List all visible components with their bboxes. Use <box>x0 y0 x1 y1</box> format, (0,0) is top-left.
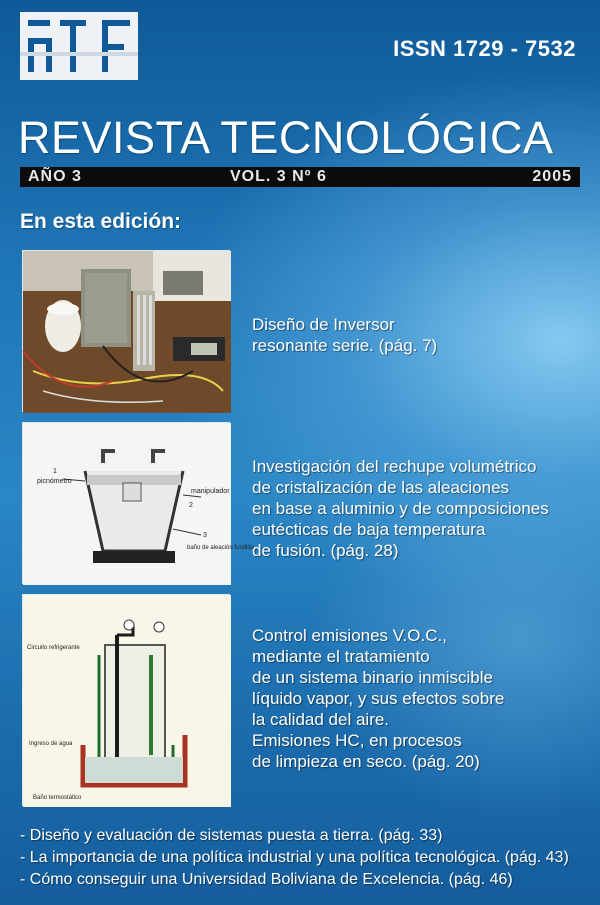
inverter-photo <box>22 250 230 412</box>
article-line: resonante serie. (pág. 7) <box>252 336 438 355</box>
article-line: mediante el tratamiento <box>252 647 430 666</box>
publication-year: 2005 <box>532 168 572 185</box>
article-voc <box>252 625 504 772</box>
d2-label-manipulator: manipulador <box>191 488 230 495</box>
article-line: la calidad del aire. <box>252 710 390 729</box>
article-line: Control emisiones V.O.C., <box>252 626 447 645</box>
list-item: - Diseño y evaluación de sistemas puesta a tierra. (pág. 33) <box>20 827 443 844</box>
year-label: AÑO 3 <box>28 168 82 185</box>
voc-diagram <box>22 594 230 806</box>
list-item: - La importancia de una política industrial y una política tecnológica. (pág. 43) <box>20 849 569 866</box>
volume-label: VOL. 3 Nº 6 <box>230 168 327 185</box>
d2-label-3: 3 <box>203 532 207 539</box>
d3-label-thermostat: Baño termostático <box>33 795 82 801</box>
d2-label-2: 2 <box>189 502 193 509</box>
list-item: - Cómo conseguir una Universidad Boliviana de Excelencia. (pág. 46) <box>20 871 513 888</box>
more-articles-list <box>20 825 569 891</box>
edition-heading: En esta edición: <box>20 210 182 233</box>
article-line: de cristalización de las aleaciones <box>252 478 510 497</box>
article-line: eutécticas de baja temperatura <box>252 520 486 539</box>
article-line: de un sistema binario inmiscible <box>252 668 493 687</box>
article-shrinkage <box>252 456 549 561</box>
d3-label-water: Ingreso de agua <box>29 741 73 747</box>
d2-label-1: 1 <box>53 468 57 475</box>
article-line: Emisiones HC, en procesos <box>252 731 462 750</box>
issue-info-bar <box>20 167 580 187</box>
article-inverter <box>252 314 437 356</box>
d3-label-circuit: Circuito refrigerante <box>27 645 80 651</box>
solidification-diagram <box>22 422 255 584</box>
article-line: de fusión. (pág. 28) <box>252 541 399 560</box>
article-line: Investigación del rechupe volumétrico <box>252 457 537 476</box>
d2-label-picnometer: picnómetro <box>37 478 72 485</box>
d2-label-bath: baño de aleación fundida <box>187 545 255 551</box>
article-line: líquido vapor, y sus efectos sobre <box>252 689 505 708</box>
article-line: en base a aluminio y de composiciones <box>252 499 549 518</box>
magazine-title: REVISTA TECNOLÓGICA <box>18 112 554 163</box>
article-line: de limpieza en seco. (pág. 20) <box>252 752 480 771</box>
issn-number: ISSN 1729 - 7532 <box>393 36 576 61</box>
article-line: Diseño de Inversor <box>252 315 395 334</box>
journal-logo <box>20 12 138 80</box>
